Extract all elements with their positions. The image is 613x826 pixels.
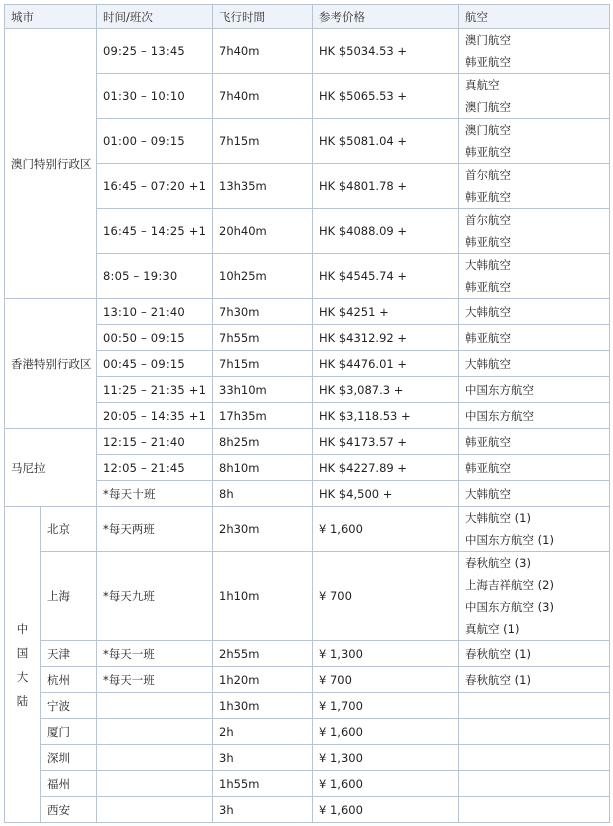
table-row	[5, 771, 610, 797]
duration-cell: 3h	[213, 745, 313, 771]
price-cell: HK $4227.89 +	[313, 455, 459, 481]
time-cell: *每天一班	[97, 667, 213, 693]
city-cell: 西安	[41, 797, 97, 823]
city-cell: 福州	[41, 771, 97, 797]
city-cell: 天津	[41, 641, 97, 667]
price-cell: HK $3,087.3 +	[313, 377, 459, 403]
table-row	[5, 745, 610, 771]
airline-cell	[459, 719, 610, 745]
airline-cell	[459, 507, 610, 552]
header-price: 参考价格	[313, 5, 459, 29]
time-cell: 09:25 – 13:45	[97, 29, 213, 74]
table-row	[5, 552, 610, 641]
airline-cell	[459, 351, 610, 377]
price-cell: HK $4173.57 +	[313, 429, 459, 455]
duration-cell: 7h30m	[213, 299, 313, 325]
airline-name: 大韩航空	[465, 258, 511, 272]
time-cell	[97, 745, 213, 771]
airline-name: 韩亚航空	[465, 190, 511, 204]
airline-cell	[459, 481, 610, 507]
airline-name: 真航空	[465, 78, 500, 92]
price-cell: HK $4251 +	[313, 299, 459, 325]
airline-name: 大韩航空	[465, 356, 511, 371]
airline-name: 澳门航空	[465, 123, 511, 137]
price-cell: ¥ 1,600	[313, 797, 459, 823]
table-row	[5, 29, 610, 74]
price-cell: ¥ 1,700	[313, 693, 459, 719]
price-cell: HK $4312.92 +	[313, 325, 459, 351]
price-cell: ¥ 1,600	[313, 771, 459, 797]
duration-cell: 33h10m	[213, 377, 313, 403]
price-cell: ¥ 700	[313, 667, 459, 693]
table-row	[5, 507, 610, 552]
airline-cell	[459, 771, 610, 797]
price-cell: ¥ 1,600	[313, 719, 459, 745]
airline-cell	[459, 164, 610, 209]
region-char: 国	[16, 645, 29, 660]
time-cell: *每天九班	[97, 552, 213, 641]
price-cell: HK $5034.53 +	[313, 29, 459, 74]
time-cell: 00:45 – 09:15	[97, 351, 213, 377]
airline-name: 中国东方航空	[465, 382, 534, 397]
table-row	[5, 299, 610, 325]
time-cell: 8:05 – 19:30	[97, 254, 213, 299]
airline-name: 春秋航空 (1)	[465, 646, 531, 661]
time-cell: *每天一班	[97, 641, 213, 667]
price-cell: HK $5081.04 +	[313, 119, 459, 164]
airline-name: 中国东方航空	[465, 408, 534, 423]
duration-cell: 10h25m	[213, 254, 313, 299]
duration-cell: 7h40m	[213, 74, 313, 119]
table-row	[5, 667, 610, 693]
price-cell: HK $4801.78 +	[313, 164, 459, 209]
duration-cell: 2h	[213, 719, 313, 745]
airline-cell	[459, 254, 610, 299]
time-cell: 01:30 – 10:10	[97, 74, 213, 119]
header-duration: 飞行时間	[213, 5, 313, 29]
city-cell: 北京	[41, 507, 97, 552]
city-cell: 杭州	[41, 667, 97, 693]
time-cell: 01:00 – 09:15	[97, 119, 213, 164]
region-char: 陆	[16, 693, 29, 708]
airline-cell	[459, 797, 610, 823]
airline-name: 首尔航空	[465, 213, 511, 227]
airline-name: 中国东方航空 (3)	[465, 600, 554, 614]
duration-cell: 7h15m	[213, 351, 313, 377]
price-cell: ¥ 1,300	[313, 641, 459, 667]
time-cell: 12:05 – 21:45	[97, 455, 213, 481]
time-cell: *每天两班	[97, 507, 213, 552]
airline-cell	[459, 377, 610, 403]
airline-cell	[459, 403, 610, 429]
table-row	[5, 797, 610, 823]
airline-name: 韩亚航空	[465, 235, 511, 249]
time-cell	[97, 719, 213, 745]
price-cell: HK $4476.01 +	[313, 351, 459, 377]
airline-name: 澳门航空	[465, 33, 511, 47]
airline-name: 大韩航空	[465, 304, 511, 319]
time-cell: 13:10 – 21:40	[97, 299, 213, 325]
airline-name: 韩亚航空	[465, 145, 511, 159]
airline-name: 中国东方航空 (1)	[465, 533, 554, 547]
duration-cell: 1h55m	[213, 771, 313, 797]
airline-name: 韩亚航空	[465, 280, 511, 294]
city-cell: 澳门特别行政区	[5, 29, 97, 299]
airline-name: 韩亚航空	[465, 434, 511, 449]
duration-cell: 7h40m	[213, 29, 313, 74]
airline-cell	[459, 455, 610, 481]
time-cell: 00:50 – 09:15	[97, 325, 213, 351]
airline-cell	[459, 299, 610, 325]
duration-cell: 2h55m	[213, 641, 313, 667]
city-cell: 深圳	[41, 745, 97, 771]
airline-name: 韩亚航空	[465, 330, 511, 345]
duration-cell: 1h20m	[213, 667, 313, 693]
table-body	[5, 29, 610, 823]
duration-cell: 13h35m	[213, 164, 313, 209]
city-cell: 上海	[41, 552, 97, 641]
time-cell: *每天十班	[97, 481, 213, 507]
airline-cell	[459, 745, 610, 771]
time-cell: 16:45 – 07:20 +1	[97, 164, 213, 209]
header-airline: 航空	[459, 5, 610, 29]
airline-cell	[459, 119, 610, 164]
price-cell: HK $3,118.53 +	[313, 403, 459, 429]
duration-cell: 8h10m	[213, 455, 313, 481]
duration-cell: 1h30m	[213, 693, 313, 719]
airline-name: 大韩航空 (1)	[465, 511, 531, 525]
price-cell: ¥ 1,600	[313, 507, 459, 552]
table-row	[5, 719, 610, 745]
time-cell	[97, 693, 213, 719]
time-cell: 20:05 – 14:35 +1	[97, 403, 213, 429]
time-cell: 16:45 – 14:25 +1	[97, 209, 213, 254]
airline-name: 澳门航空	[465, 100, 511, 114]
city-cell: 马尼拉	[5, 429, 97, 507]
airline-cell	[459, 693, 610, 719]
airline-cell	[459, 74, 610, 119]
airline-name: 韩亚航空	[465, 460, 511, 475]
airline-name: 春秋航空 (3)	[465, 556, 531, 570]
flight-schedule-table	[4, 4, 610, 823]
airline-name: 真航空 (1)	[465, 622, 520, 636]
duration-cell: 8h	[213, 481, 313, 507]
price-cell: ¥ 1,300	[313, 745, 459, 771]
airline-name: 首尔航空	[465, 168, 511, 182]
airline-cell	[459, 667, 610, 693]
region-cell	[5, 507, 41, 823]
time-cell	[97, 797, 213, 823]
price-cell: HK $4088.09 +	[313, 209, 459, 254]
airline-cell	[459, 429, 610, 455]
duration-cell: 17h35m	[213, 403, 313, 429]
duration-cell: 7h55m	[213, 325, 313, 351]
region-char: 中	[16, 621, 29, 636]
price-cell: HK $5065.53 +	[313, 74, 459, 119]
header-row	[5, 5, 610, 29]
table-row	[5, 641, 610, 667]
city-cell: 香港特别行政区	[5, 299, 97, 429]
duration-cell: 20h40m	[213, 209, 313, 254]
city-cell: 宁波	[41, 693, 97, 719]
airline-cell	[459, 641, 610, 667]
airline-name: 大韩航空	[465, 486, 511, 501]
airline-name: 春秋航空 (1)	[465, 672, 531, 687]
airline-cell	[459, 325, 610, 351]
header-city: 城市	[5, 5, 97, 29]
duration-cell: 7h15m	[213, 119, 313, 164]
time-cell: 11:25 – 21:35 +1	[97, 377, 213, 403]
duration-cell: 1h10m	[213, 552, 313, 641]
region-char: 大	[16, 669, 29, 684]
airline-name: 上海吉祥航空 (2)	[465, 578, 554, 592]
table-row	[5, 693, 610, 719]
price-cell: HK $4,500 +	[313, 481, 459, 507]
time-cell	[97, 771, 213, 797]
duration-cell: 8h25m	[213, 429, 313, 455]
airline-cell	[459, 29, 610, 74]
duration-cell: 2h30m	[213, 507, 313, 552]
airline-name: 韩亚航空	[465, 55, 511, 69]
header-time: 时间/班次	[97, 5, 213, 29]
airline-cell	[459, 209, 610, 254]
price-cell: ¥ 700	[313, 552, 459, 641]
airline-cell	[459, 552, 610, 641]
time-cell: 12:15 – 21:40	[97, 429, 213, 455]
price-cell: HK $4545.74 +	[313, 254, 459, 299]
table-row	[5, 429, 610, 455]
duration-cell: 3h	[213, 797, 313, 823]
city-cell: 厦门	[41, 719, 97, 745]
